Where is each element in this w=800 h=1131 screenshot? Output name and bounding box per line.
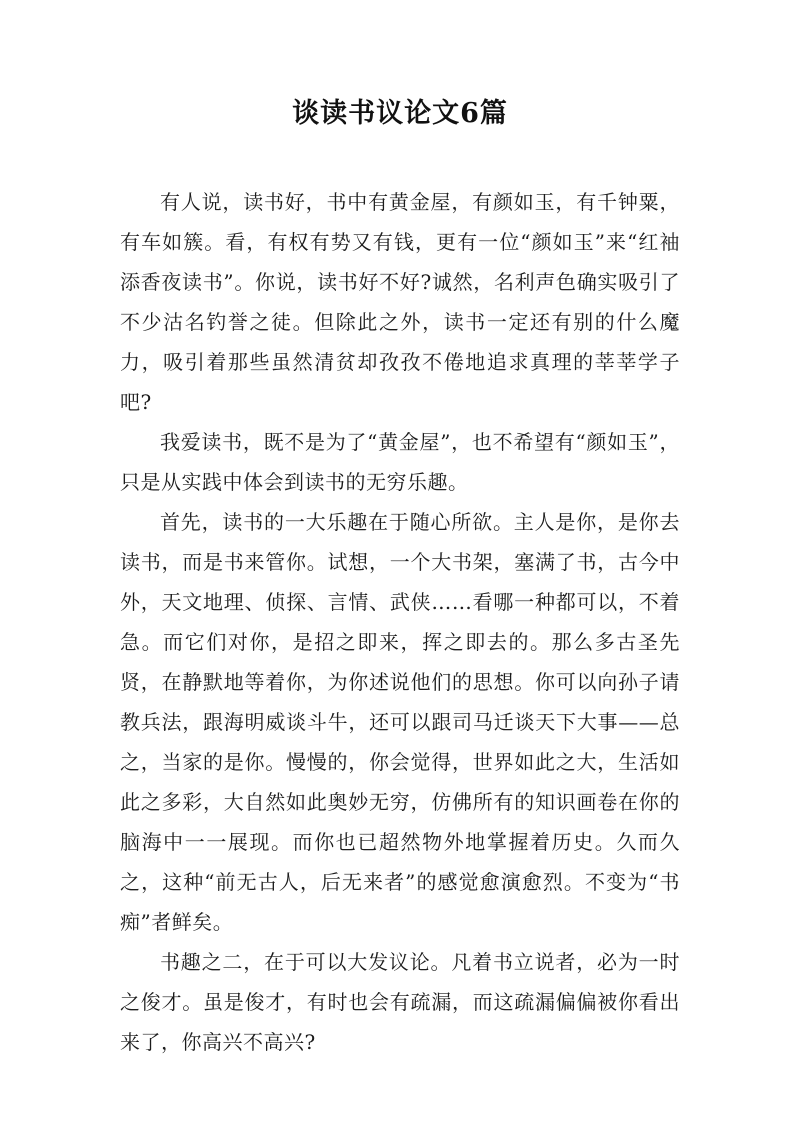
paragraph-1: 有人说，读书好，书中有黄金屋，有颜如玉，有千钟粟，有车如簇。看，有权有势又有钱，更有一位“颜如玉”来“红袖添香夜读书”。你说，读书好不好?诚然，名利声色确实吸引了不少沽名钓誉之徒。但除此之外，读书一定还有别的什么魔力，吸引着那些虽然清贫却孜孜不倦地追求真理的莘莘学子吧? — [120, 190, 680, 414]
paragraph-2: 我爱读书，既不是为了“黄金屋”，也不希望有“颜如玉”，只是从实践中体会到读书的无穷乐趣。 — [120, 430, 680, 494]
document-title: 谈读书议论文6篇 — [292, 98, 508, 129]
document-body — [120, 182, 680, 1062]
paragraph-3: 首先，读书的一大乐趣在于随心所欲。主人是你，是你去读书，而是书来管你。试想，一个大书架，塞满了书，古今中外，天文地理、侦探、言情、武侠……看哪一种都可以，不着急。而它们对你，是招之即来，挥之即去的。那么多古圣先贤，在静默地等着你，为你述说他们的思想。你可以向孙子请教兵法，跟海明威谈斗牛，还可以跟司马迁谈天下大事——总之，当家的是你。慢慢的，你会觉得，世界如此之大，生活如此之多彩，大自然如此奥妙无穷，仿佛所有的知识画卷在你的脑海中一一展现。而你也已超然物外地掌握着历史。久而久之，这种“前无古人，后无来者”的感觉愈演愈烈。不变为“书痴”者鲜矣。 — [120, 510, 680, 934]
paragraph-4: 书趣之二，在于可以大发议论。凡着书立说者，必为一时之俊才。虽是俊才，有时也会有疏漏，而这疏漏偏偏被你看出来了，你高兴不高兴? — [120, 950, 680, 1054]
